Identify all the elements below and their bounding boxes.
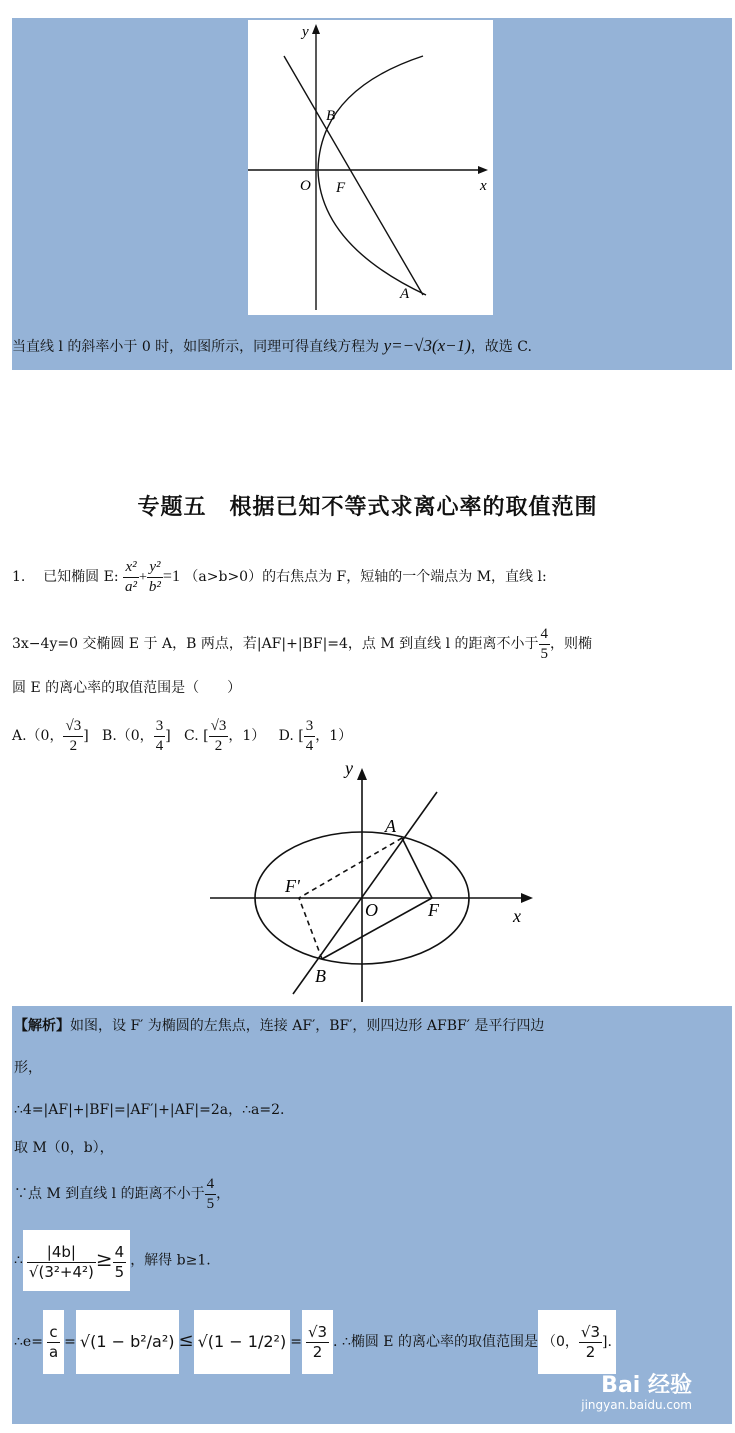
problem-intro: 已知椭圆 E: [43,569,124,585]
solution-line-2: 形， [14,1060,42,1076]
option-d[interactable]: D. [ $\frac{3}{4}$ ，1） [278,717,353,754]
watermark-url: jingyan.baidu.com [581,1398,692,1412]
parabola-graph [248,20,493,315]
caption-end: ，故选 C. [470,339,532,355]
ellipse-y-label: y [345,762,353,778]
ellipse-eq-rest: =1 [162,568,180,585]
focus-label: F [336,180,346,196]
top-caption [12,336,532,357]
eccentricity-value-image: $\frac{√3}{2}$ [302,1310,333,1374]
ellipse-figure [205,762,545,1007]
top-panel [12,18,732,370]
eccentricity-c-over-a: $\frac{c}{a}$ [43,1310,64,1374]
option-a[interactable]: A.（0， $\frac{√3}{2}$ ] [12,717,89,754]
watermark-brand: Bai 经验 [601,1373,692,1398]
distance-inequality-image: $\frac{|4b|}{\text{√(3²+4²)}}$ ≥ $\frac{4}{5}$ [23,1230,130,1291]
origin-label: O [300,178,311,194]
caption-text: 当直线 l 的斜率小于 0 时，如图所示，同理可得直线方程为 [12,339,384,355]
solution-line-6-text: ，解得 b≥1. [130,1252,211,1269]
problem-line-2-end: ，则椭 [550,636,593,652]
ellipse-point-a-label: A [385,816,396,836]
solution-distance-fraction: $\frac{4}{5}$ [206,1175,215,1212]
problem-line-3-text: 圆 E 的离心率的取值范围是（ ） [12,680,242,696]
solution-line-1 [14,1016,544,1036]
eccentricity-bound-image: √(1 − 1/2²) [194,1310,291,1374]
solution-panel [12,1006,732,1424]
eccentricity-sqrt-image: √(1 − b²/a²) [76,1310,179,1374]
option-b[interactable]: B.（0， $\frac{3}{4}$ ] [102,717,171,754]
problem-line-2-text: 3x−4y=0 交椭圆 E 于 A，B 两点，若|AF|+|BF|=4，点 M 到直线 l 的距离不小于 [12,636,539,652]
x-axis-label: x [480,178,487,194]
point-a-label: A [400,286,410,302]
problem-line-2 [12,622,592,666]
option-c[interactable]: C. [ $\frac{√3}{2}$ ，1） [184,717,266,754]
solution-line-7-text: . ∴椭圆 E 的离心率的取值范围是 [333,1334,538,1350]
problem-line-1: 1. 已知椭圆 E: $\frac{\text{x²}}{\text{a²}}$ + $\frac{\text{y²}}{\text{b²}}$ =1 （a>b>0）的右焦点为 F，短轴的一个端点为 M，直线 l: [12,558,547,595]
solution-line-4: 取 M（0，b）， [14,1140,114,1156]
solution-line-7: ∴e= $\frac{c}{a}$ = √(1 − b²/a²) ≤ √(1 − 1/2²) = $\frac{√3}{2}$ . ∴椭圆 E 的离心率的取值范围是 （0， $\frac{√3}{2}$ ]. [14,1310,616,1374]
problem-condition: （a>b>0）的右焦点为 F，短轴的一个端点为 M，直线 l: [184,569,547,585]
ellipse-right-focus-label: F [428,900,439,920]
ellipse-point-b-label: B [315,966,326,986]
answer-options [12,714,352,758]
problem-line-3 [12,678,241,698]
ellipse-term-y: $\frac{\text{y²}}{\text{b²}}$ [148,558,161,595]
solution-line-3: ∴4=|AF|+|BF|=|AF′|+|AF|=2a，∴a=2. [14,1102,285,1118]
solution-line-5-text: ∵点 M 到直线 l 的距离不小于 [14,1186,205,1202]
ellipse-left-focus-label: F' [285,876,300,896]
ellipse-term-x: $\frac{\text{x²}}{\text{a²}}$ [125,558,138,595]
ellipse-x-label: x [513,906,521,926]
problem-number: 1. [12,569,26,585]
distance-fraction: $\frac{4}{5}$ [540,625,549,662]
answer-range-image: （0， $\frac{√3}{2}$ ]. [538,1310,616,1374]
parabola-figure [248,20,493,315]
caption-equation: y=−√3(x−1) [383,336,471,355]
solution-line-1-text: 如图，设 F′ 为椭圆的左焦点，连接 AF′，BF′，则四边形 AFBF′ 是平行四边 [70,1018,545,1034]
solution-line-6: ∴ $\frac{|4b|}{\text{√(3²+4²)}}$ ≥ $\frac{4}{5}$ ，解得 b≥1. [14,1230,211,1291]
point-b-label: B [326,108,336,124]
solution-tag: 【解析】 [14,1018,70,1034]
section-title: 专题五 根据已知不等式求离心率的取值范围 [137,494,598,520]
ellipse-origin-label: O [365,900,378,920]
y-axis-label: y [302,24,309,40]
solution-line-5: ∵点 M 到直线 l 的距离不小于 $\frac{4}{5}$ ， [14,1175,231,1212]
